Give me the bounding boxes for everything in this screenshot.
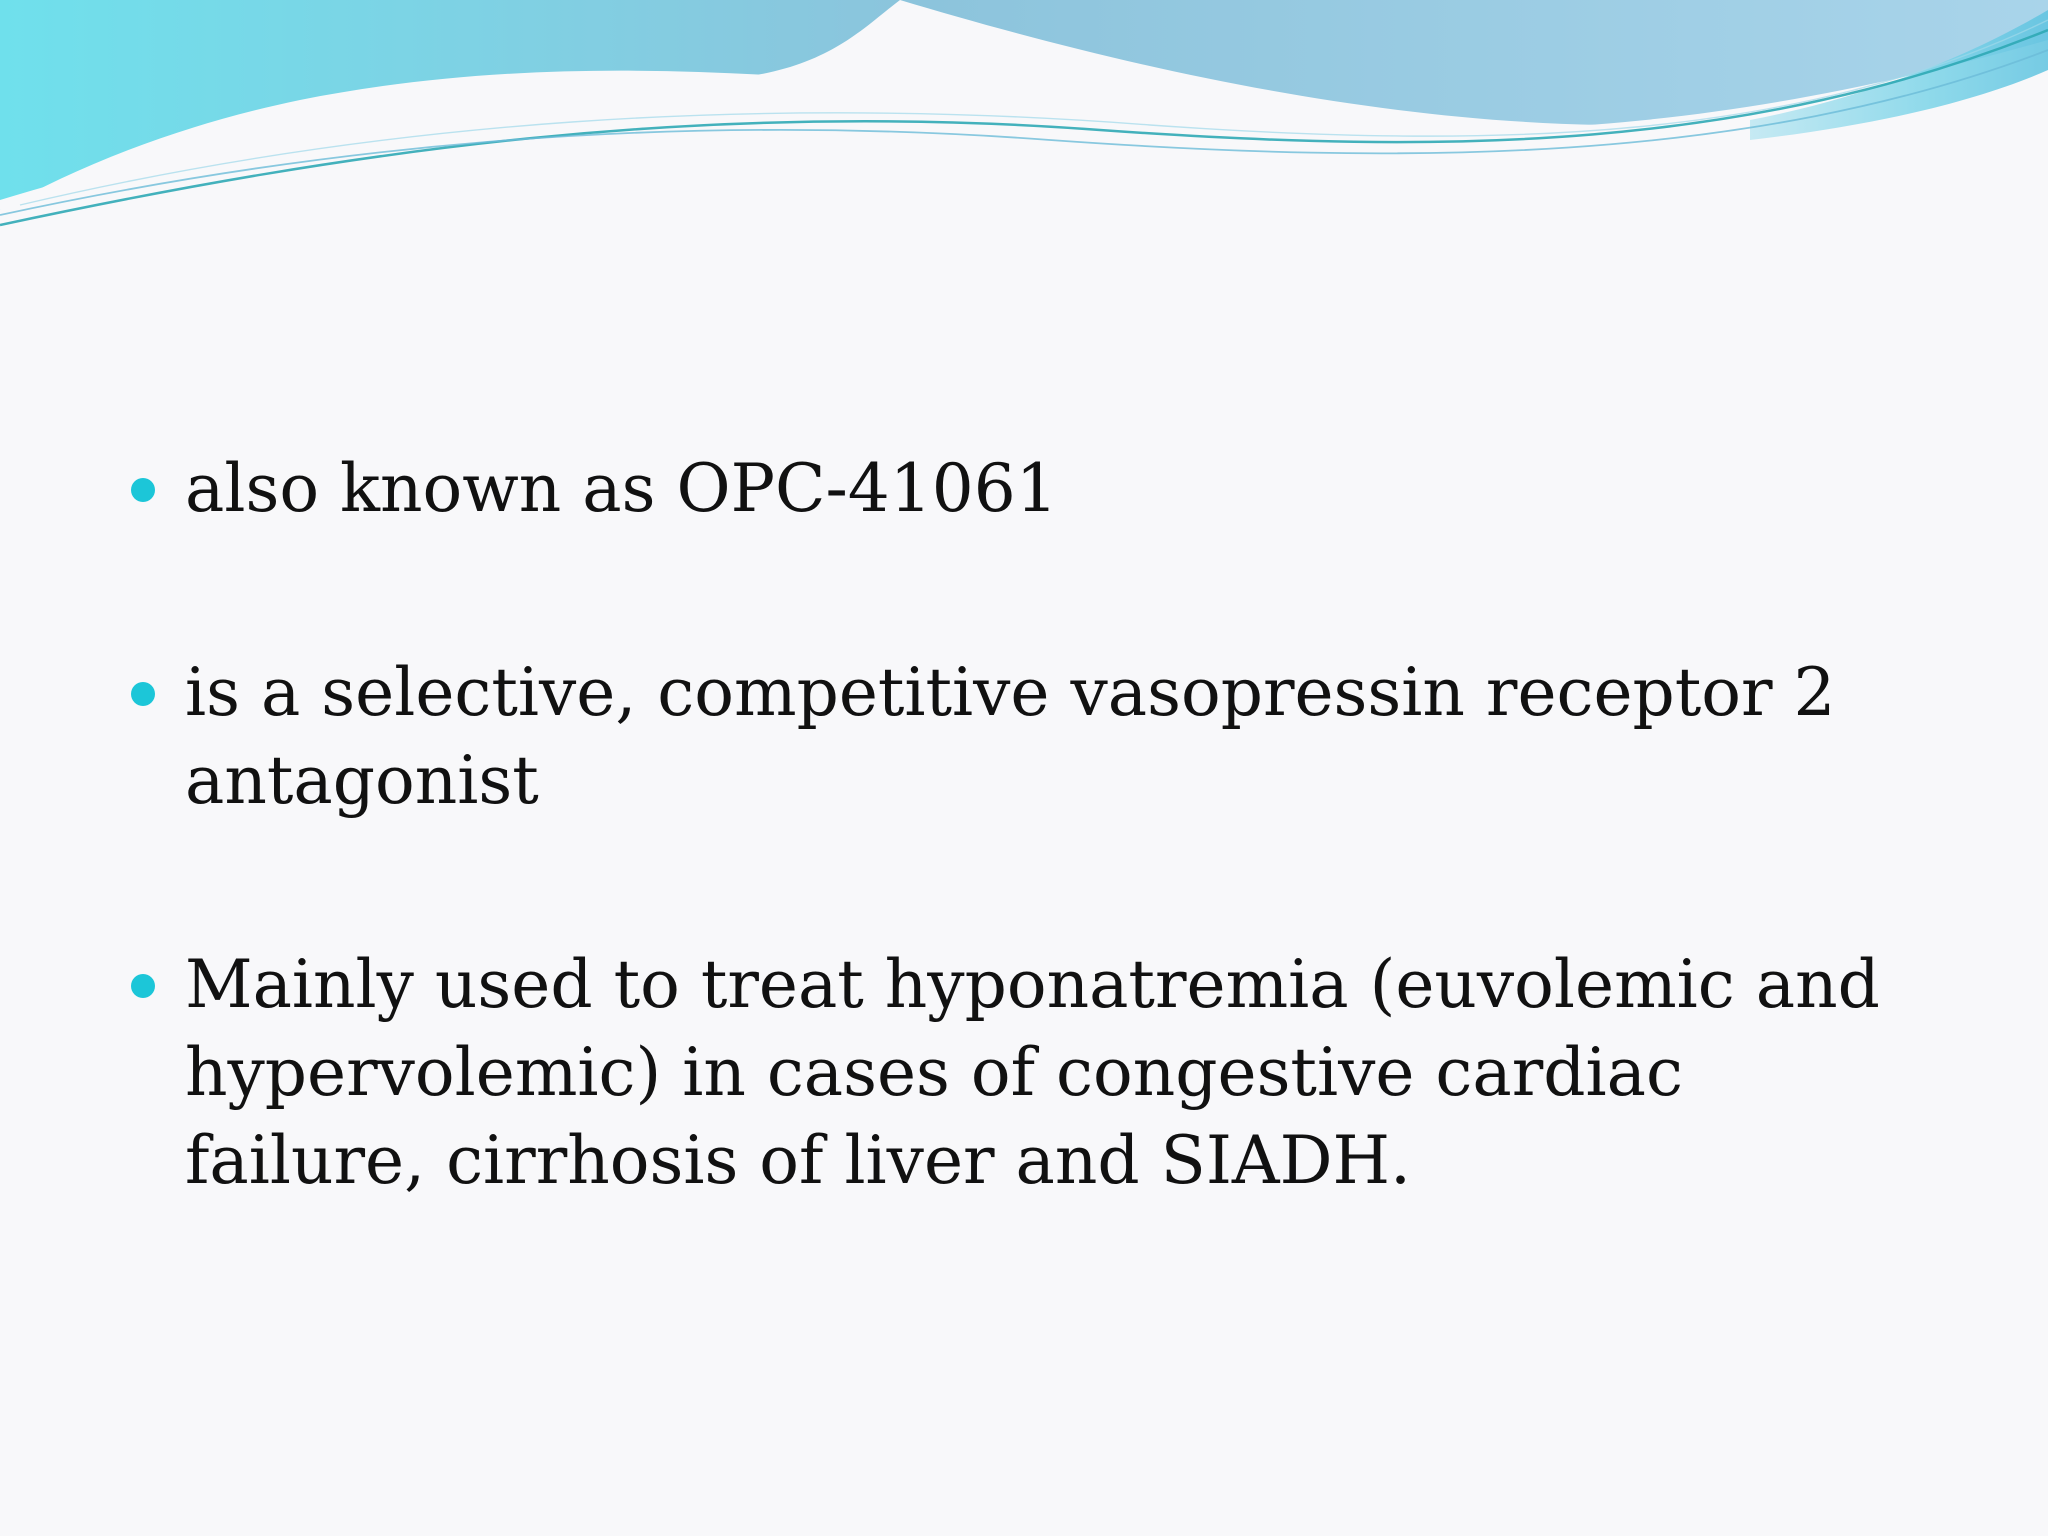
bullet-text: is a selective, competitive vasopressin receptor 2 antagonist bbox=[185, 654, 1836, 819]
bullet-list bbox=[125, 445, 1925, 1205]
bullet-dot-icon bbox=[131, 478, 155, 502]
bullet-text: also known as OPC-41061 bbox=[185, 450, 1058, 527]
bullet-text: Mainly used to treat hyponatremia (euvolemic and hypervolemic) in cases of congestive cardiac failure, cirrhosis of liver and SIADH. bbox=[185, 946, 1880, 1199]
bullet-dot-icon bbox=[131, 974, 155, 998]
wave-header-decoration bbox=[0, 0, 2048, 240]
bullet-item bbox=[125, 649, 1925, 825]
bullet-dot-icon bbox=[131, 682, 155, 706]
bullet-item bbox=[125, 445, 1925, 533]
bullet-item bbox=[125, 941, 1925, 1205]
